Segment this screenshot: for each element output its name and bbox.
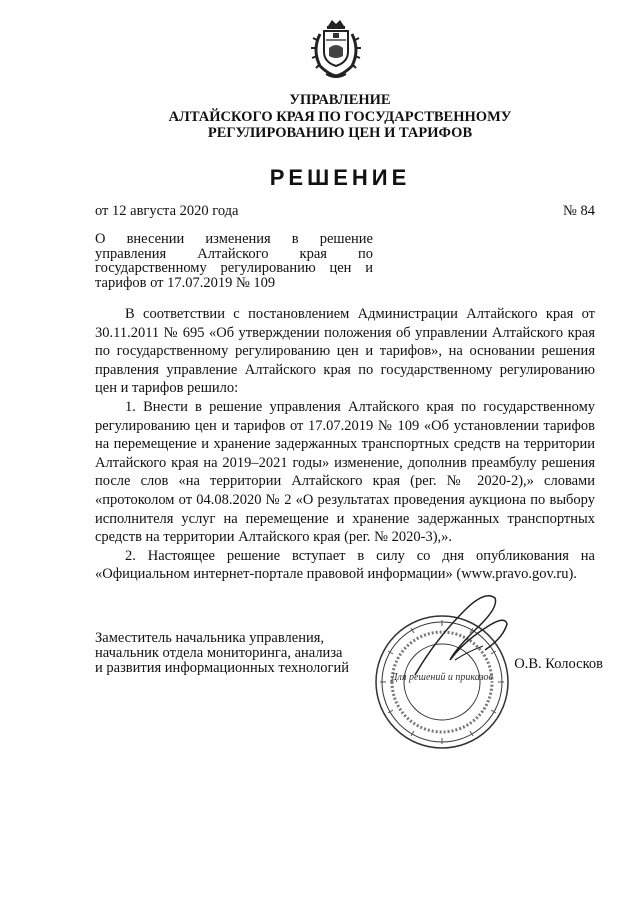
organization-line-1: УПРАВЛЕНИЕ bbox=[289, 92, 391, 108]
signer-position-line-1: Заместитель начальника управления, bbox=[95, 630, 325, 646]
document-subject: О внесении изменения в решение управления Алтайского края по государственному регулированию цен и тарифов от 17.07.2019 № 109 bbox=[95, 231, 373, 291]
document-title: РЕШЕНИЕ bbox=[269, 165, 411, 190]
signer-position-line-3: и развития информационных технологий bbox=[95, 659, 350, 676]
document-number: № 84 bbox=[563, 203, 595, 219]
document-body bbox=[95, 305, 595, 584]
stamp-text: Для решений и приказов bbox=[391, 672, 493, 683]
body-paragraph-3: 2. Настоящее решение вступает в силу со дня опубликования на «Официальном интернет-портале правовой информации» (www.pravo.gov.ru). bbox=[95, 547, 595, 583]
body-paragraph-2: 1. Внести в решение управления Алтайского края по государственному регулированию цен и тарифов от 17.07.2019 № 109 «Об установлении тарифов на перемещение и хранение задержанных транспортных средств на территории Алтайского края на 2019–2021 годы» изменение, дополнив преамбулу решения после слов «на территории Алтайского края (рег. № 2020-2),» словами «протоколом от 04.08.2020 № 2 «О результатах проведения аукциона по выбору исполнителя услуг на перемещение и хранение задержанных транспортных средств на территории Алтайского края (рег. № 2020-3),». bbox=[95, 398, 595, 546]
signer-name: О.В. Колосков bbox=[514, 656, 603, 672]
handwritten-signature-icon bbox=[395, 580, 535, 690]
organization-line-3: РЕГУЛИРОВАНИЮ ЦЕН И ТАРИФОВ bbox=[207, 125, 473, 141]
coat-of-arms-icon bbox=[306, 18, 366, 82]
signer-position-line-2: начальник отдела мониторинга, анализа bbox=[95, 644, 343, 661]
body-paragraph-1: В соответствии с постановлением Администрации Алтайского края от 30.11.2011 № 695 «Об утверждении положения об управлении Алтайского края по государственному регулированию цен и тарифов», на основании решения правления управление Алтайского края по государственному регулированию цен и тарифов решило: bbox=[95, 306, 595, 397]
signer-position bbox=[95, 631, 395, 675]
organization-line-2: АЛТАЙСКОГО КРАЯ ПО ГОСУДАРСТВЕННОМУ bbox=[168, 108, 512, 125]
document-date: от 12 августа 2020 года bbox=[95, 203, 239, 219]
organization-name bbox=[160, 92, 520, 142]
